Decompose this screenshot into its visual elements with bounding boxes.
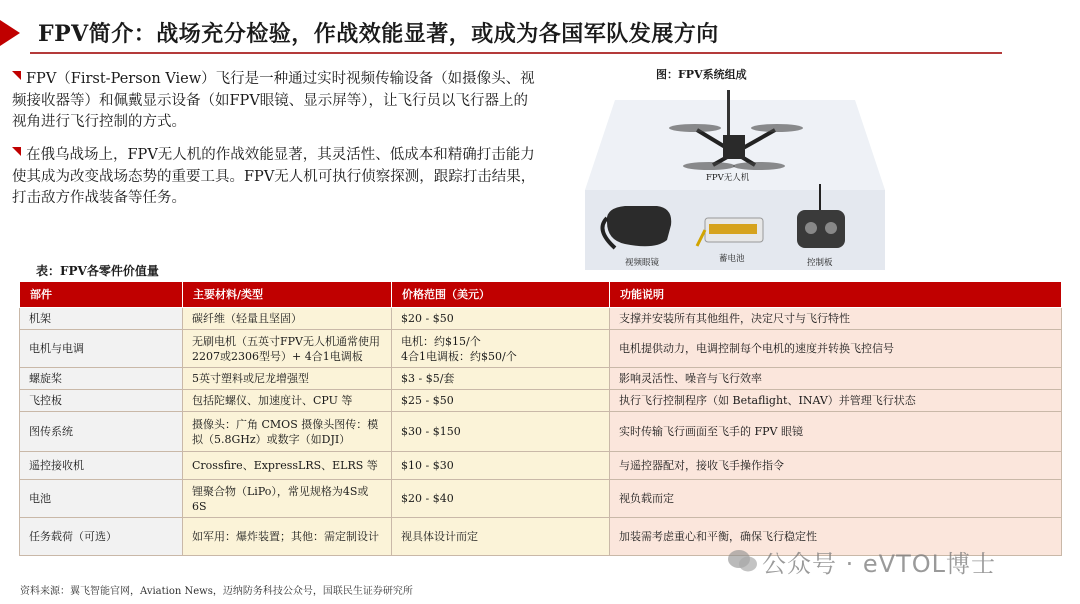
table-cell: $25 - $50 (392, 390, 610, 412)
table-cell: $3 - $5/套 (392, 368, 610, 390)
source-footnote: 资料来源：翼飞智能官网，Aviation News，迈纳防务科技公众号，国联民生证券研究所 (20, 586, 413, 597)
title-divider (30, 52, 1002, 54)
battery-label: 蓄电池 (719, 254, 745, 264)
wechat-icon (727, 548, 759, 574)
fpv-parts-table (19, 281, 1062, 556)
table-cell: $10 - $30 (392, 452, 610, 480)
table-cell: $20 - $50 (392, 308, 610, 330)
column-header: 功能说明 (610, 282, 1062, 308)
page-title: FPV简介：战场充分检验，作战效能显著，或成为各国军队发展方向 (38, 21, 719, 47)
table-cell: 包括陀螺仪、加速度计、CPU 等 (183, 390, 392, 412)
table-row (20, 480, 1062, 518)
table-cell: 视负载而定 (610, 480, 1062, 518)
fpv-system-figure (585, 80, 885, 270)
title-marker (0, 20, 20, 46)
table-cell: 锂聚合物（LiPo），常见规格为4S或6S (183, 480, 392, 518)
table-cell: $20 - $40 (392, 480, 610, 518)
table-cell: 任务载荷（可选） (20, 518, 183, 556)
table-cell: 碳纤维（轻量且坚固） (183, 308, 392, 330)
table-cell: 5英寸塑料或尼龙增强型 (183, 368, 392, 390)
table-cell: Crossfire、ExpressLRS、ELRS 等 (183, 452, 392, 480)
bullet-text: FPV（First-Person View）飞行是一种通过实时视频传输设备（如摄像头、视频接收器等）和佩戴显示设备（如FPV眼镜、显示屏等），让飞行员以飞行器上的视角进行飞行控制的方式。 (12, 71, 535, 130)
table-cell: 视具体设计而定 (392, 518, 610, 556)
table-cell: 实时传输飞行画面至飞手的 FPV 眼镜 (610, 412, 1062, 452)
table-cell: 摄像头：广角 CMOS 摄像头图传：模拟（5.8GHz）或数字（如DJI） (183, 412, 392, 452)
table-row (20, 452, 1062, 480)
figure-caption: 图：FPV系统组成 (656, 68, 747, 81)
table-cell: 如军用：爆炸装置；其他：需定制设计 (183, 518, 392, 556)
table-row (20, 412, 1062, 452)
drone-label: FPV无人机 (706, 173, 750, 183)
bullet-text: 在俄乌战场上，FPV无人机的作战效能显著，其灵活性、低成本和精确打击能力使其成为改变战场态势的重要工具。FPV无人机可执行侦察探测，跟踪打击结果，打击敌方作战装备等任务。 (12, 147, 536, 206)
table-cell: 执行飞行控制程序（如 Betaflight、INAV）并管理飞行状态 (610, 390, 1062, 412)
battery-icon (697, 218, 763, 246)
table-row (20, 368, 1062, 390)
table-cell: 支撑并安装所有其他组件，决定尺寸与飞行特性 (610, 308, 1062, 330)
table-cell: 无刷电机（五英寸FPV无人机通常使用 2207或2306型号）+ 4合1电调板 (183, 330, 392, 368)
table-cell: $30 - $150 (392, 412, 610, 452)
bullet-battlefield (12, 145, 537, 210)
table-cell: 螺旋桨 (20, 368, 183, 390)
table-header-row (20, 282, 1062, 308)
table-cell: 电机与电调 (20, 330, 183, 368)
bullet-fpv-definition (12, 69, 537, 134)
table-cell: 加装需考虑重心和平衡，确保飞行稳定性 (610, 518, 1062, 556)
table-cell: 电机提供动力，电调控制每个电机的速度并转换飞控信号 (610, 330, 1062, 368)
table-cell: 飞控板 (20, 390, 183, 412)
table-cell: 影响灵活性、噪音与飞行效率 (610, 368, 1062, 390)
column-header: 主要材料/类型 (183, 282, 392, 308)
table-cell: 图传系统 (20, 412, 183, 452)
watermark-text: 公众号 · eVTOL博士 (762, 550, 996, 578)
column-header: 价格范围（美元） (392, 282, 610, 308)
table-cell: 电机：约$15/个 4合1电调板：约$50/个 (392, 330, 610, 368)
bullet-marker-icon (12, 147, 21, 156)
bullet-marker-icon (12, 71, 21, 80)
table-caption: 表：FPV各零件价值量 (36, 264, 159, 278)
table-cell: 遥控接收机 (20, 452, 183, 480)
table-row (20, 390, 1062, 412)
controller-label: 控制板 (807, 258, 833, 268)
table-row (20, 308, 1062, 330)
table-cell: 与遥控器配对，接收飞手操作指令 (610, 452, 1062, 480)
table-cell: 机架 (20, 308, 183, 330)
table-row (20, 330, 1062, 368)
column-header: 部件 (20, 282, 183, 308)
goggles-label: 视频眼镜 (625, 258, 660, 268)
table-cell: 电池 (20, 480, 183, 518)
